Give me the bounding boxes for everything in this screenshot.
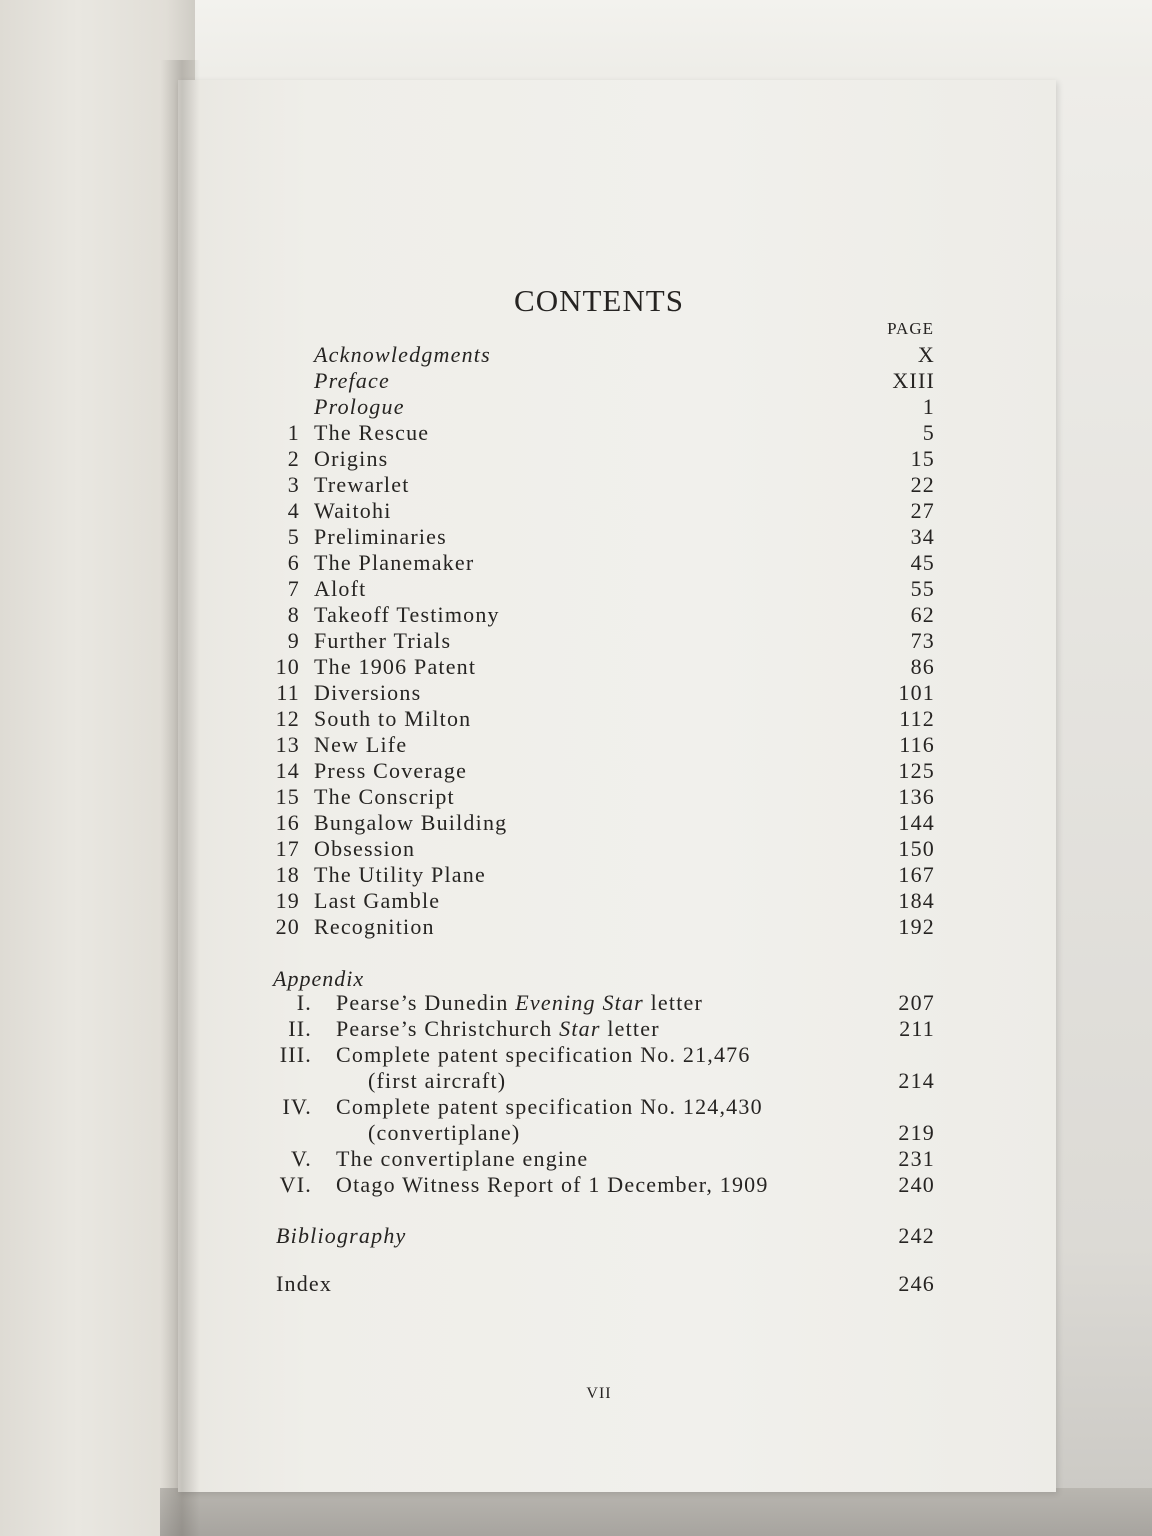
- chapter-title: Takeoff Testimony: [314, 602, 500, 627]
- chapter-number: 4: [287, 498, 300, 523]
- chapter-page: 15: [910, 446, 935, 471]
- chapter-row: [268, 888, 935, 914]
- chapter-number: 18: [275, 862, 300, 887]
- chapter-page: 62: [910, 602, 935, 627]
- chapter-number: 7: [287, 576, 300, 601]
- appendix-numeral: I.: [296, 990, 312, 1015]
- appendix-title: [336, 990, 703, 1016]
- chapter-page: 144: [898, 810, 935, 835]
- chapter-title: Further Trials: [314, 628, 452, 653]
- chapter-page: 5: [922, 420, 935, 445]
- toc-entry-label: Preface: [314, 368, 390, 393]
- chapter-row: [268, 706, 935, 732]
- appendix-title-part: letter: [643, 990, 704, 1015]
- appendix-page: 214: [898, 1068, 935, 1093]
- chapter-number: 2: [287, 446, 300, 471]
- page-column-heading: PAGE: [887, 319, 934, 338]
- chapter-row: [268, 654, 935, 680]
- appendix-title: [336, 1016, 660, 1042]
- chapter-row: [268, 472, 935, 498]
- appendix-title: Complete patent specification No. 21,476: [336, 1042, 751, 1067]
- appendix-title-italic: Evening Star: [515, 990, 644, 1015]
- page-number: VII: [586, 1385, 612, 1402]
- toc-entry-label: Index: [276, 1271, 333, 1296]
- chapter-page: 167: [898, 862, 935, 887]
- chapter-title: Aloft: [314, 576, 367, 601]
- chapter-page: 150: [898, 836, 935, 861]
- chapter-page: 116: [899, 732, 935, 757]
- appendix-title-italic: Star: [559, 1016, 601, 1041]
- chapter-number: 16: [275, 810, 300, 835]
- chapter-row: [268, 862, 935, 888]
- contents-content: [178, 80, 1056, 1492]
- chapter-number: 11: [276, 680, 300, 705]
- chapter-page: 45: [910, 550, 935, 575]
- chapter-number: 8: [287, 602, 300, 627]
- appendix-page: 211: [899, 1016, 935, 1041]
- chapter-row: [268, 420, 935, 446]
- toc-entry-label: Acknowledgments: [314, 342, 491, 367]
- chapter-title: The Utility Plane: [314, 862, 486, 887]
- chapter-row: [268, 784, 935, 810]
- chapter-page: 27: [910, 498, 935, 523]
- page-shadow: [160, 1488, 1152, 1536]
- chapter-number: 5: [287, 524, 300, 549]
- chapter-number: 17: [275, 836, 300, 861]
- appendix-page: 219: [898, 1120, 935, 1145]
- chapter-title: Recognition: [314, 914, 435, 939]
- chapter-title: The 1906 Patent: [314, 654, 477, 679]
- chapter-number: 6: [287, 550, 300, 575]
- chapter-page: 112: [899, 706, 935, 731]
- appendix-title: Otago Witness Report of 1 December, 1909: [336, 1172, 769, 1197]
- toc-entry-page: X: [917, 342, 935, 367]
- chapter-row: [268, 628, 935, 654]
- toc-entry-acknowledgments: [268, 342, 935, 368]
- chapter-row: [268, 602, 935, 628]
- chapter-title: The Planemaker: [314, 550, 475, 575]
- toc-entry-page: 242: [898, 1223, 935, 1248]
- toc-entry-preface: [268, 368, 935, 394]
- chapter-title: The Rescue: [314, 420, 430, 445]
- chapter-title: Preliminaries: [314, 524, 447, 549]
- appendix-numeral: III.: [279, 1042, 312, 1067]
- chapter-row: [268, 680, 935, 706]
- chapter-title: Bungalow Building: [314, 810, 508, 835]
- chapter-page: 136: [898, 784, 935, 809]
- toc-entry-prologue: [268, 394, 935, 420]
- chapter-number: 9: [287, 628, 300, 653]
- chapter-number: 3: [287, 472, 300, 497]
- appendix-numeral: IV.: [282, 1094, 312, 1119]
- chapter-row: [268, 836, 935, 862]
- chapter-row: [268, 732, 935, 758]
- appendix-numeral: II.: [288, 1016, 312, 1041]
- appendix-title-part: letter: [600, 1016, 660, 1041]
- appendix-heading: Appendix: [273, 966, 365, 991]
- chapter-row: [268, 498, 935, 524]
- appendix-title-continued: (convertiplane): [368, 1120, 521, 1145]
- appendix-numeral: VI.: [279, 1172, 312, 1197]
- chapter-number: 15: [275, 784, 300, 809]
- chapter-row: [268, 914, 935, 940]
- toc-entry-page: XIII: [892, 368, 935, 393]
- chapter-row: [268, 550, 935, 576]
- chapter-title: Obsession: [314, 836, 416, 861]
- appendix-title: The convertiplane engine: [336, 1146, 589, 1171]
- chapter-title: Waitohi: [314, 498, 392, 523]
- chapter-title: Diversions: [314, 680, 422, 705]
- chapter-number: 10: [275, 654, 300, 679]
- chapter-page: 86: [910, 654, 935, 679]
- chapter-title: Last Gamble: [314, 888, 441, 913]
- chapter-page: 22: [910, 472, 935, 497]
- toc-entry-label: Prologue: [314, 394, 405, 419]
- appendix-page: 231: [898, 1146, 935, 1171]
- chapter-row: [268, 576, 935, 602]
- appendix-title-part: Pearse’s Christchurch: [336, 1016, 560, 1041]
- chapter-row: [268, 446, 935, 472]
- background-surface: [1040, 80, 1152, 1536]
- chapter-page: 55: [910, 576, 935, 601]
- chapter-title: Trewarlet: [314, 472, 410, 497]
- chapter-title: South to Milton: [314, 706, 472, 731]
- appendix-page: 207: [898, 990, 935, 1015]
- appendix-page: 240: [898, 1172, 935, 1197]
- chapter-row: [268, 758, 935, 784]
- chapter-number: 12: [275, 706, 300, 731]
- book-gutter: [160, 60, 200, 1536]
- toc-entry-page: 246: [898, 1271, 935, 1296]
- chapter-number: 13: [275, 732, 300, 757]
- toc-entry-label: Bibliography: [276, 1223, 407, 1248]
- chapter-title: New Life: [314, 732, 408, 757]
- chapter-page: 34: [910, 524, 935, 549]
- chapter-page: 125: [898, 758, 935, 783]
- appendix-numeral: V.: [291, 1146, 312, 1171]
- page-title: CONTENTS: [514, 283, 684, 318]
- appendix-title: Complete patent specification No. 124,430: [336, 1094, 763, 1119]
- appendix-title-part: Pearse’s Dunedin: [336, 990, 516, 1015]
- chapter-number: 14: [275, 758, 300, 783]
- toc-entry-page: 1: [922, 394, 935, 419]
- chapter-number: 1: [287, 420, 300, 445]
- chapter-page: 101: [898, 680, 935, 705]
- chapter-title: The Conscript: [314, 784, 455, 809]
- chapter-title: Press Coverage: [314, 758, 468, 783]
- chapter-page: 73: [910, 628, 935, 653]
- chapter-number: 19: [275, 888, 300, 913]
- appendix-title-continued: (first aircraft): [368, 1068, 507, 1093]
- chapter-page: 192: [898, 914, 935, 939]
- chapter-number: 20: [275, 914, 300, 939]
- chapter-row: [268, 524, 935, 550]
- chapter-title: Origins: [314, 446, 389, 471]
- chapter-page: 184: [898, 888, 935, 913]
- contents-page: [178, 80, 1056, 1492]
- chapter-row: [268, 810, 935, 836]
